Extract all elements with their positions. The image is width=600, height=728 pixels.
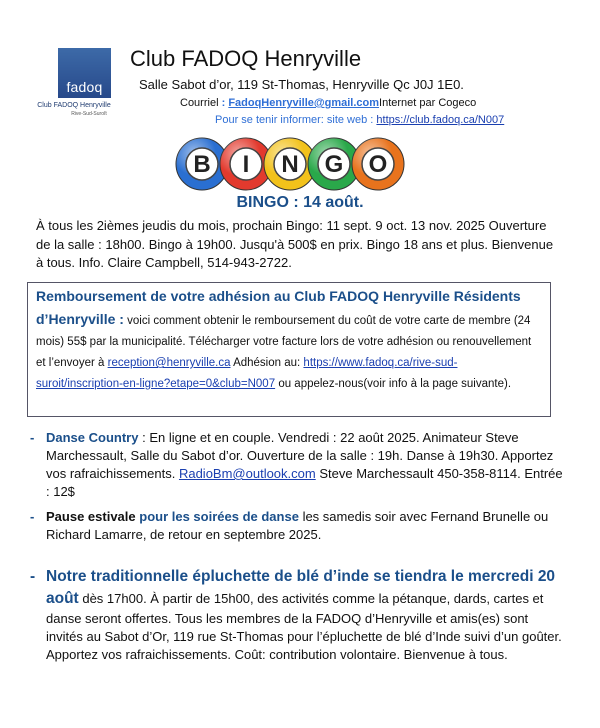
dance-country-text: : En ligne et en couple. Vendredi : 22 août 2025. Animateur Steve Marchessault, Salle du Sabot d’or. Ouverture de la salle : 19h. Danse à 19h30. Apportez vos rafraichissements. bbox=[46, 430, 554, 481]
bullet-dash: - bbox=[30, 509, 35, 524]
dance-country-heading: Danse Country bbox=[46, 430, 139, 445]
bingo-letter: O bbox=[368, 151, 388, 178]
bingo-intro-text: À tous les 2ièmes jeudis du mois, prochain Bingo: 11 sept. 9 oct. 13 nov. 2025 Ouverture de la salle : 18h00. Bingo à 19h00. Jusqu'à 500$ en prix. Bingo 18 ans et plus. Bienvenue à tous. Info. Claire Campbell, 514-943-2722. bbox=[36, 218, 554, 270]
bullet-dash: - bbox=[30, 568, 36, 585]
bingo-letter: G bbox=[324, 151, 344, 178]
bingo-ball-o bbox=[352, 138, 404, 190]
summer-break-heading: Pause estivale bbox=[46, 509, 136, 524]
bingo-letter: I bbox=[242, 151, 250, 178]
email-label: Courriel bbox=[180, 97, 219, 109]
internet-provider: Internet par Cogeco bbox=[379, 97, 477, 109]
contact-line bbox=[180, 97, 476, 109]
reception-email-link[interactable]: reception@henryville.ca bbox=[107, 357, 231, 369]
bingo-letter: B bbox=[193, 151, 211, 178]
refund-box bbox=[27, 282, 551, 417]
inform-label: Pour se tenir informer: site web bbox=[215, 114, 368, 126]
refund-text: voici comment obtenir le remboursement du coût de votre carte de membre (24 mois) 55$ par la municipalité. Télécharger votre facture lors de votre adhésion ou renouvellement et l’envoyer à bbox=[36, 315, 532, 369]
club-address: Salle Sabot d’or, 119 St-Thomas, Henryville Qc J0J 1E0. bbox=[139, 77, 464, 92]
refund-title: Remboursement de votre adhésion au Club FADOQ Henryville Résidents d’Henryville : bbox=[36, 288, 521, 327]
refund-adhesion-text: Adhésion au: bbox=[233, 357, 301, 369]
corn-roast-item bbox=[30, 566, 565, 664]
inform-colon: : bbox=[370, 114, 374, 126]
summer-break-text: les samedis soir avec Fernand Brunelle ou Richard Lamarre, de retour en septembre 2025. bbox=[46, 509, 549, 542]
corn-roast-text: dès 17h00. À partir de 15h00, des activités comme la pétanque, dards, cartes et danse seront offertes. Tous les membres de la FADOQ d’Henryville et amis(es) sont invités au Sabot d’Or, 119 rue St-Thomas pour l’épluchette de blé d’Inde suivi d’un goûter. Apportez vos rafraichissements. Coût: contribution volontaire. Bienvenue à tous. bbox=[46, 591, 562, 662]
bingo-date: BINGO : 14 août. bbox=[236, 194, 364, 211]
summer-break-item bbox=[30, 508, 565, 544]
summer-break-subheading: pour les soirées de danse bbox=[139, 509, 299, 524]
club-website-link[interactable]: https://club.fadoq.ca/N007 bbox=[376, 114, 505, 126]
inscription-link[interactable]: https://www.fadoq.ca/rive-sud-suroit/inscription-en-ligne?etape=0&club=N007 bbox=[36, 357, 458, 390]
logo-region: Rive-Sud-Suroît bbox=[71, 111, 107, 117]
club-title: Club FADOQ Henryville bbox=[130, 46, 362, 71]
logo-subtitle: Club FADOQ Henryville bbox=[37, 102, 111, 109]
dance-country-contact: Steve Marchessault 450-358-8114. Entrée : 12$ bbox=[46, 466, 563, 499]
radiobm-email-link[interactable]: RadioBm@outlook.com bbox=[178, 466, 316, 481]
inform-line bbox=[215, 114, 504, 126]
email-colon: : bbox=[221, 97, 226, 109]
logo-text: fadoq bbox=[66, 79, 103, 95]
club-email-link[interactable]: FadoqHenryville@gmail.com bbox=[228, 97, 380, 109]
corn-roast-heading: Notre traditionnelle épluchette de blé d’inde se tiendra le mercredi 20 août bbox=[46, 568, 556, 607]
fadoq-logo bbox=[58, 48, 111, 98]
bingo-letter: N bbox=[281, 151, 299, 178]
bingo-balls-graphic bbox=[175, 136, 405, 192]
refund-call-text: ou appelez-nous(voir info à la page suivante). bbox=[278, 378, 512, 390]
dance-country-item bbox=[30, 429, 565, 501]
bullet-dash: - bbox=[30, 430, 35, 445]
